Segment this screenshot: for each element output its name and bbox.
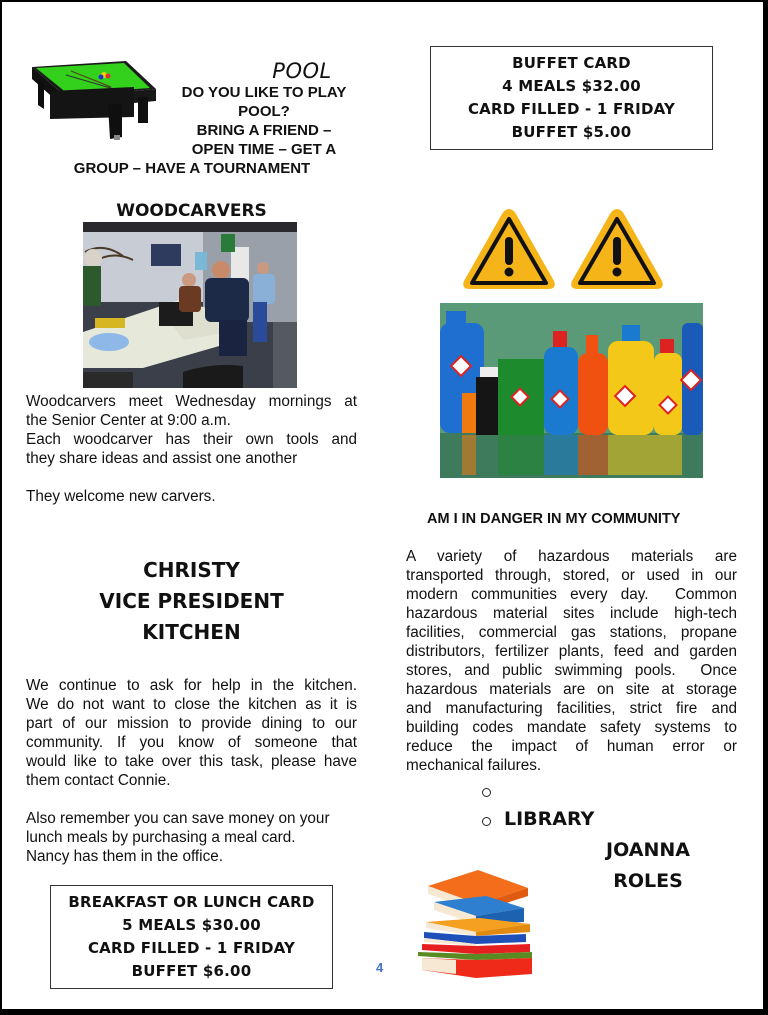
meal-card-line: BREAKFAST OR LUNCH CARD <box>68 893 315 911</box>
woodcarvers-line: Each woodcarver has their own tools and <box>26 431 357 448</box>
meal-card-line: BUFFET $6.00 <box>131 962 252 980</box>
book-stack-image <box>416 866 534 978</box>
kitchen-line: lunch meals by purchasing a meal card. <box>26 829 296 846</box>
danger-line: transported through, stored, or used in our <box>406 567 737 584</box>
woodcarvers-line: the Senior Center at 9:00 a.m. <box>26 412 231 429</box>
kitchen-line: them contact Connie. <box>26 772 171 789</box>
danger-line: mechanical failures. <box>406 757 542 774</box>
danger-line: modern communities every day. Common <box>406 586 737 603</box>
woodcarvers-photo <box>83 222 297 388</box>
page-number: 4 <box>376 960 384 975</box>
danger-line: building codes mandate safety systems to <box>406 719 737 736</box>
pool-text-line: OPEN TIME – GET A <box>191 141 337 158</box>
meal-card-line: CARD FILLED - 1 FRIDAY <box>87 939 296 957</box>
danger-line: and manufacturing facilities, strict fire and <box>406 700 737 717</box>
kitchen-heading-line: KITCHEN <box>142 620 241 644</box>
danger-line: hazardous material sites include high-tech <box>406 605 737 622</box>
buffet-card-line: BUFFET CARD <box>512 54 631 72</box>
bullet-icon <box>482 817 491 826</box>
woodcarvers-title: WOODCARVERS <box>116 201 267 221</box>
woodcarvers-description <box>26 392 357 506</box>
meal-card-box <box>50 885 333 989</box>
kitchen-heading-line: CHRISTY <box>143 558 240 582</box>
meal-card-line: 5 MEALS $30.00 <box>122 916 261 934</box>
danger-line: hazardous materials are on site at storage <box>406 681 737 698</box>
kitchen-paragraph-2 <box>26 809 357 866</box>
danger-line: distributors, fertilizer plants, feed and garden <box>406 643 737 660</box>
kitchen-line: part of our mission to provide dining to our <box>26 715 357 732</box>
kitchen-line: We continue to ask for help in the kitchen. <box>26 677 357 694</box>
woodcarvers-line: They welcome new carvers. <box>26 488 216 505</box>
kitchen-line: would like to take over this task, please have <box>26 753 357 770</box>
danger-line: facilities, commercial gas stations, propane <box>406 624 737 641</box>
pool-text-line: DO YOU LIKE TO PLAY <box>181 84 347 101</box>
danger-paragraph <box>406 547 737 775</box>
library-title: LIBRARY <box>504 808 595 830</box>
buffet-card-line: CARD FILLED - 1 FRIDAY <box>467 100 676 118</box>
kitchen-line: Also remember you can save money on your <box>26 810 330 827</box>
warning-icon <box>568 205 666 293</box>
pool-table-image <box>26 57 158 143</box>
pool-text-line: BRING A FRIEND – <box>196 122 332 139</box>
warning-icon <box>460 205 558 293</box>
kitchen-heading-line: VICE PRESIDENT <box>99 589 284 613</box>
kitchen-paragraph-1 <box>26 676 357 790</box>
kitchen-line: community. If you know of someone that <box>26 734 357 751</box>
library-name-line: JOANNA <box>606 839 690 861</box>
pool-text-line: GROUP – HAVE A TOURNAMENT <box>73 160 311 177</box>
bullet-icon <box>482 788 491 797</box>
danger-line: reduce the impact of human error or <box>406 738 737 755</box>
kitchen-heading <box>26 555 357 648</box>
kitchen-line: We do not want to close the kitchen as it is <box>26 696 357 713</box>
danger-line: A variety of hazardous materials are <box>406 548 737 565</box>
danger-line: stores, and public swimming pools. Once <box>406 662 737 679</box>
buffet-card-box <box>430 46 713 150</box>
buffet-card-line: BUFFET $5.00 <box>511 123 632 141</box>
pool-text-line: POOL? <box>238 103 290 120</box>
woodcarvers-line: Woodcarvers meet Wednesday mornings at <box>26 393 357 410</box>
kitchen-line: Nancy has them in the office. <box>26 848 223 865</box>
woodcarvers-line: they share ideas and assist one another <box>26 450 298 467</box>
buffet-card-line: 4 MEALS $32.00 <box>502 77 641 95</box>
library-name-line: ROLES <box>613 870 683 892</box>
danger-title: AM I IN DANGER IN MY COMMUNITY <box>427 511 681 527</box>
pool-title: POOL <box>272 59 332 83</box>
hazardous-materials-photo <box>440 303 703 478</box>
